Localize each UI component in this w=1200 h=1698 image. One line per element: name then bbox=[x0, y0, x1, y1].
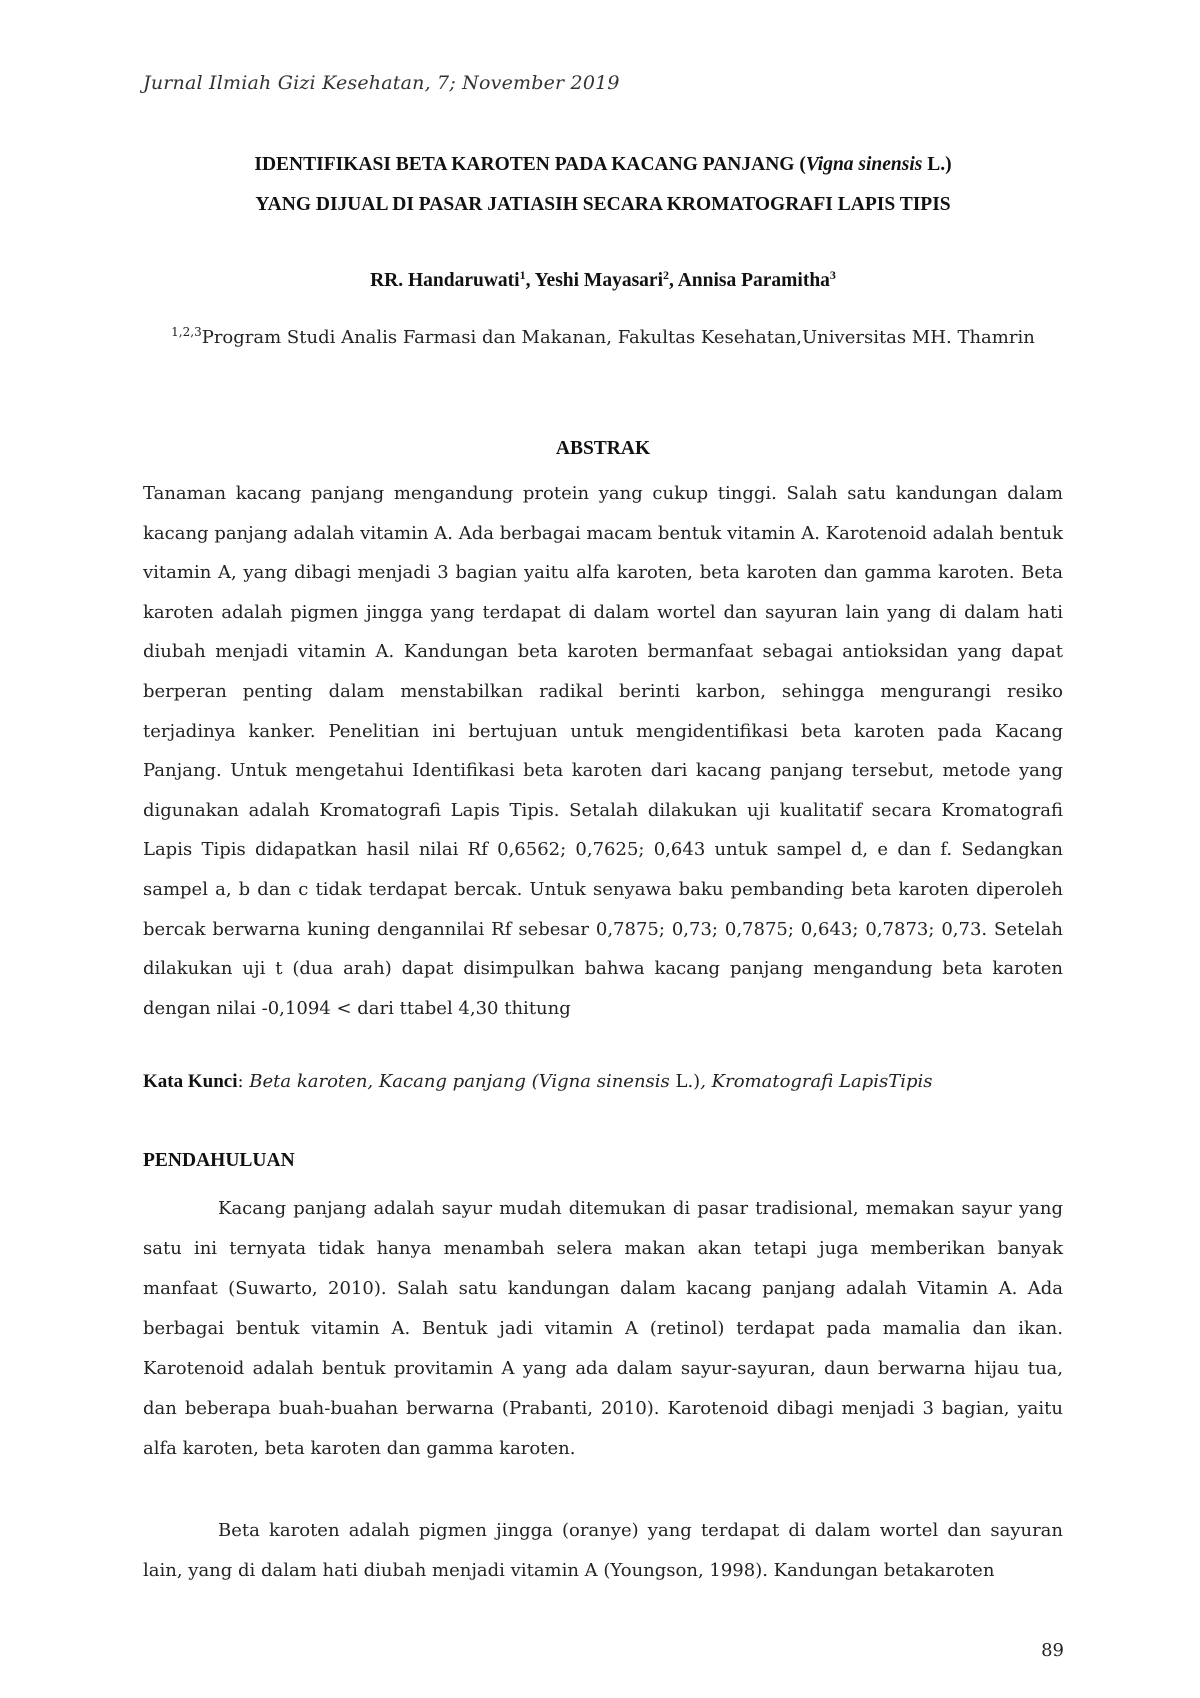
body-paragraph-2: Beta karoten adalah pigmen jingga (oranye) yang terdapat di dalam wortel dan sayuran lain, yang di dalam hati diubah menjadi vitamin A (Youngson, 1998). Kandungan betakaroten bbox=[143, 1520, 1063, 1581]
author-2: Yeshi Mayasari bbox=[534, 270, 663, 291]
keywords-list-part-1: Beta karoten, Kacang panjang (Vigna sinensis bbox=[249, 1071, 676, 1092]
title-line-1 bbox=[143, 145, 1063, 185]
journal-header: Jurnal Ilmiah Gizi Kesehatan, 7; November 2019 bbox=[143, 72, 620, 94]
author-1: RR. Handaruwati bbox=[370, 270, 520, 291]
affiliation-text: Program Studi Analis Farmasi dan Makanan, Fakultas Kesehatan,Universitas MH. Thamrin bbox=[201, 327, 1035, 348]
author-1-affil-mark: 1 bbox=[519, 268, 526, 282]
abstract-text: Tanaman kacang panjang mengandung protein yang cukup tinggi. Salah satu kandungan dalam kacang panjang adalah vitamin A. Ada berbagai macam bentuk vitamin A. Karotenoid adalah bentuk vitamin A, yang dibagi menjadi 3 bagian yaitu alfa karoten, beta karoten dan gamma karoten. Beta karoten adalah pigmen jingga yang terdapat di dalam wortel dan sayuran lain yang di dalam hati diubah menjadi vitamin A. Kandungan beta karoten bermanfaat sebagai antioksidan yang dapat berperan penting dalam menstabilkan radikal berinti karbon, sehingga mengurangi resiko terjadinya kanker. Penelitian ini bertujuan untuk mengidentifikasi beta karoten pada Kacang Panjang. Untuk mengetahui Identifikasi beta karoten dari kacang panjang tersebut, metode yang digunakan adalah Kromatografi Lapis Tipis. Setalah dilakukan uji kualitatif secara Kromatografi Lapis Tipis didapatkan hasil nilai Rf 0,6562; 0,7625; 0,643 untuk sampel d, e dan f. Sedangkan sampel a, b dan c tidak terdapat bercak. Untuk senyawa baku pembanding beta karoten diperoleh bercak berwarna kuning dengannilai Rf sebesar 0,7875; 0,73; 0,7875; 0,643; 0,7873; 0,73. Setelah dilakukan uji t (dua arah) dapat disimpulkan bahwa kacang panjang mengandung beta karoten dengan nilai -0,1094 < dari ttabel 4,30 thitung bbox=[143, 483, 1063, 1019]
author-3: Annisa Paramitha bbox=[677, 270, 830, 291]
author-separator: , bbox=[525, 270, 535, 291]
page-number: 89 bbox=[1041, 1640, 1064, 1661]
title-line-2: YANG DIJUAL DI PASAR JATIASIH SECARA KROMATOGRAFI LAPIS TIPIS bbox=[255, 194, 951, 215]
author-3-affil-mark: 3 bbox=[829, 268, 836, 282]
keywords bbox=[143, 1068, 1063, 1096]
section-heading-pendahuluan: PENDAHULUAN bbox=[143, 1150, 295, 1171]
keywords-colon: : bbox=[237, 1071, 250, 1092]
title-species-italic: Vigna sinensis bbox=[805, 154, 923, 175]
title-line-1-start: IDENTIFIKASI BETA KAROTEN PADA KACANG PANJANG ( bbox=[254, 154, 806, 175]
author-list bbox=[143, 268, 1063, 292]
paper-title bbox=[143, 145, 1063, 225]
keywords-label: Kata Kunci bbox=[143, 1071, 238, 1092]
affiliation-marks: 1,2,3 bbox=[171, 325, 202, 339]
affiliation bbox=[143, 312, 1063, 358]
title-line-1-end: L.) bbox=[922, 154, 952, 175]
abstract-heading: ABSTRAK bbox=[555, 438, 651, 459]
author-separator: , bbox=[669, 270, 678, 291]
body-paragraph-1: Kacang panjang adalah sayur mudah ditemukan di pasar tradisional, memakan sayur yang satu ini ternyata tidak hanya menambah selera makan akan tetapi juga memberikan banyak manfaat (Suwarto, 2010). Salah satu kandungan dalam kacang panjang adalah Vitamin A. Ada berbagai bentuk vitamin A. Bentuk jadi vitamin A (retinol) terdapat pada mamalia dan ikan. Karotenoid adalah bentuk provitamin A yang ada dalam sayur-sayuran, daun berwarna hijau tua, dan beberapa buah-buahan berwarna (Prabanti, 2010). Karotenoid dibagi menjadi 3 bagian, yaitu alfa karoten, beta karoten dan gamma karoten. bbox=[143, 1198, 1063, 1459]
keywords-list-part-3: , Kromatografi LapisTipis bbox=[700, 1071, 933, 1092]
author-2-affil-mark: 2 bbox=[663, 268, 669, 282]
keywords-list-part-2: L.) bbox=[675, 1071, 701, 1092]
